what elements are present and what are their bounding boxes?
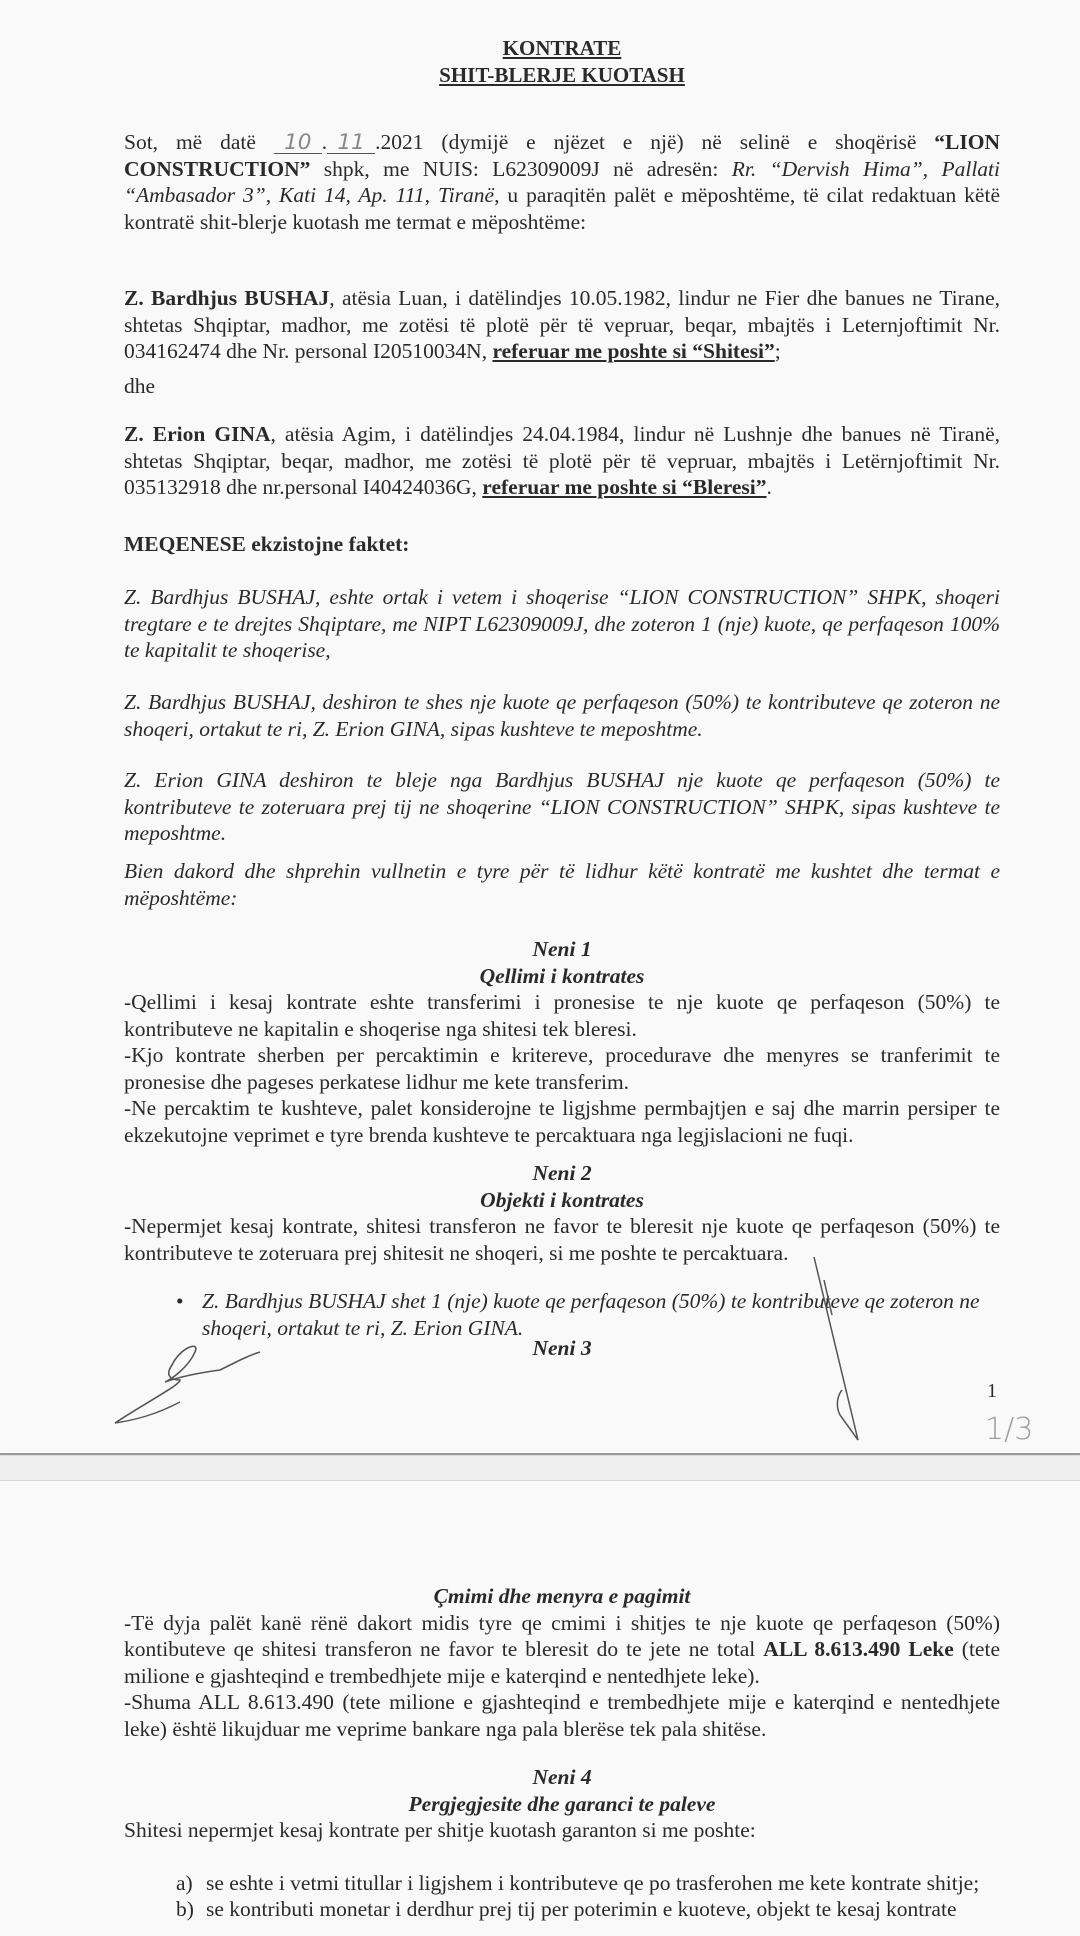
article-paragraph: -Kjo kontrate sherben per percaktimin e kritereve, procedurave dhe menyres se tranferimit te pronesise dhe pageses perkatese lidhur me kete transferim.: [124, 1043, 1000, 1094]
seller-name: Z. Bardhjus BUSHAJ: [124, 286, 330, 310]
buyer-name: Z. Erion GINA: [124, 422, 271, 446]
seller-details: , atësia Luan, i datëlindjes 10.05.1982, lindur ne Fier dhe banues ne Tirane, shtetas Shqiptar, madhor, me zotësi të plotë për të vepruar, beqar, mbajtës i Leternjoftimit Nr. 034162474 dhe Nr. personal I20510034N,: [124, 286, 1000, 363]
page-separator: [0, 1456, 1080, 1481]
article-paragraph: -Qellimi i kesaj kontrate eshte transferimi i pronesise te nje kuote qe perfaqeson (50%) te kontributeve ne kapitalin e shoqerise nga shitesi tek bleresi.: [124, 990, 1000, 1041]
intro-prefix: Sot, më datë: [124, 130, 274, 154]
article-number: Neni 2: [532, 1161, 592, 1185]
buyer-details: , atësia Agim, i datëlindjes 24.04.1984, lindur në Lushnje dhe banues në Tiranë, shtetas Shqiptar, beqar, madhor, me zotësi të plotë për të vepruar, mbajtës i Letërnjoftimit Nr. 035132918 dhe nr.personal I40424036G,: [124, 422, 1000, 499]
article-title: Pergjegjesite dhe garanci te paleve: [408, 1791, 716, 1816]
price-amount: ALL 8.613.490 Leke: [763, 1637, 954, 1661]
intro-text-3: , u paraqitën palët e mëposhtëme, të cilat redaktuan këtë kontratë shit-blerje kuotash me termat e mëposhtëme:: [124, 183, 1000, 234]
company-name: “LION CONSTRUCTION”: [124, 130, 1000, 181]
intro-text-1: .2021 (dymijë e njëzet e një) në selinë e shoqërisë: [375, 130, 935, 154]
document-title: KONTRATE: [502, 36, 622, 60]
list-text: se eshte i vetmi titullar i ligjshem i kontributeve qe po trasferohen me kete kontrate shitje;: [206, 1870, 980, 1895]
guarantee-item-a: [176, 1870, 1000, 1897]
conjunction: [124, 373, 1000, 400]
whereas-heading: [124, 531, 1000, 558]
article-paragraph: -Të dyja palët kanë rënë dakort midis tyre qe cmimi i shitjes te nje kuote qe perfaqeson (50%) kontibuteve qe shitesi transferon ne favor te bleresit do te jete ne total: [124, 1610, 1000, 1661]
whereas-item-1: [124, 584, 1000, 664]
buyer-end: .: [766, 475, 772, 499]
buyer-reference: referuar me poshte si “Bleresi”: [482, 475, 767, 499]
agreement-statement: [124, 858, 1000, 911]
bullet-icon: •: [176, 1289, 184, 1313]
intro-text-2: shpk, me NUIS: L62309009J në adresën:: [310, 156, 732, 181]
article-3: [124, 1583, 1000, 1742]
article-bullet: [176, 1288, 1000, 1341]
article-number: Neni 4: [532, 1765, 592, 1789]
document-page-2: [0, 1481, 1080, 1936]
conjunction-text: dhe: [124, 374, 156, 398]
document-subtitle: SHIT-BLERJE KUOTASH: [439, 63, 685, 87]
guarantee-item-b: [176, 1896, 1000, 1923]
bullet-text: Z. Bardhjus BUSHAJ shet 1 (nje) kuote qe perfaqeson (50%) te kontributeve qe zoteron ne shoqeri, ortakut te ri, Z. Erion GINA.: [202, 1289, 980, 1340]
whereas-text: Z. Bardhjus BUSHAJ, eshte ortak i vetem i shoqerise “LION CONSTRUCTION” SHPK, shoqeri tregtare e te drejtes Shqiptare, me NIPT L62309009J, dhe zoteron 1 (nje) kuote, qe perfaqeson 100% te kapitalit te shoqerise,: [124, 585, 1000, 662]
list-label: a): [176, 1870, 193, 1895]
article-number: Neni 3: [532, 1336, 592, 1360]
article-number: Neni 1: [532, 937, 592, 961]
article-title: Çmimi dhe menyra e pagimit: [433, 1584, 691, 1608]
article-paragraph: (tete milione e gjashteqind e trembedhjete mije e katerqind e nentedhjete leke).: [124, 1637, 1000, 1688]
article-1: [124, 936, 1000, 1148]
article-4: [124, 1764, 1000, 1923]
seller-signature-icon: [110, 1340, 340, 1440]
page-counter: 1/3: [985, 1412, 1034, 1447]
whereas-heading-text: MEQENESE ekzistojne faktet:: [124, 532, 410, 556]
list-text: se kontributi monetar i derdhur prej tij per poterimin e kuoteve, objekt te kesaj kontrate: [206, 1897, 957, 1921]
article-title: Qellimi i kontrates: [479, 963, 645, 988]
seller-reference: referuar me poshte si “Shitesi”: [492, 339, 775, 363]
whereas-text: Z. Bardhjus BUSHAJ, deshiron te shes nje kuote qe perfaqeson (50%) te kontributeve qe zoteron ne shoqeri, ortakut te ri, Z. Erion GINA, sipas kushteve te meposhtme.: [124, 690, 1000, 741]
seller-end: ;: [774, 339, 781, 363]
agreement-text: Bien dakord dhe shprehin vullnetin e tyre për të lidhur këtë kontratë me kushtet dhe termat e mëposhtëme:: [124, 859, 1000, 910]
list-label: b): [176, 1897, 194, 1921]
handwritten-day: 10: [274, 133, 322, 154]
article-paragraph: -Nepermjet kesaj kontrate, shitesi transferon ne favor te bleresit nje kuote qe perfaqeson (50%) te kontributeve te zoteruara prej shitesit ne shoqeri, si me poshte te percaktuara.: [124, 1214, 1000, 1265]
seller-party: [124, 285, 1000, 365]
article-title: Objekti i kontrates: [480, 1187, 644, 1212]
whereas-text: Z. Erion GINA deshiron te bleje nga Bardhjus BUSHAJ nje kuote qe perfaqeson (50%) te kontributeve te zoteruara prej tij ne shoqerine “LION CONSTRUCTION” SHPK, sipas kushteve te meposhtme.: [124, 768, 1000, 845]
article-paragraph: -Ne percaktim te kushteve, palet konsiderojne te ligjshme permbajtjen e saj dhe marrin persiper te ekzekutojne veprimet e tyre brenda kushteve te percaktuara nga legjislacioni ne fuqi.: [124, 1096, 1000, 1147]
buyer-signature-icon: [810, 1255, 870, 1445]
page-number: 1: [987, 1380, 997, 1402]
company-address: Rr. “Dervish Hima”, Pallati “Ambasador 3”, Kati 14, Ap. 111, Tiranë: [124, 156, 1000, 207]
whereas-item-3: [124, 767, 1000, 847]
whereas-item-2: [124, 689, 1000, 742]
article-paragraph: -Shuma ALL 8.613.490 (tete milione e gjashteqind e trembedhjete mije e katerqind e nentedhjete leke) është likujduar me veprime bankare nga pala blerëse tek pala shitëse.: [124, 1690, 1000, 1741]
article-paragraph: Shitesi nepermjet kesaj kontrate per shitje kuotash garanton si me poshte:: [124, 1818, 756, 1842]
buyer-party: [124, 421, 1000, 501]
intro-paragraph: Sot, më datë 10 . 11 .2021 (dymijë e njëzet e një) në selinë e shoqërisë “LION CONSTRUCTION” shpk, me NUIS: L62309009J në adresën: Rr. “Dervish Hima”, Pallati “Ambasador 3”, Kati 14, Ap. 111, Tiranë, u paraqitën palët e mëposhtëme, të cilat redaktuan këtë kontratë shit-blerje kuotash me termat e mëposhtëme:: [124, 130, 1000, 234]
document-header: [124, 35, 1000, 89]
handwritten-month: 11: [327, 133, 375, 154]
